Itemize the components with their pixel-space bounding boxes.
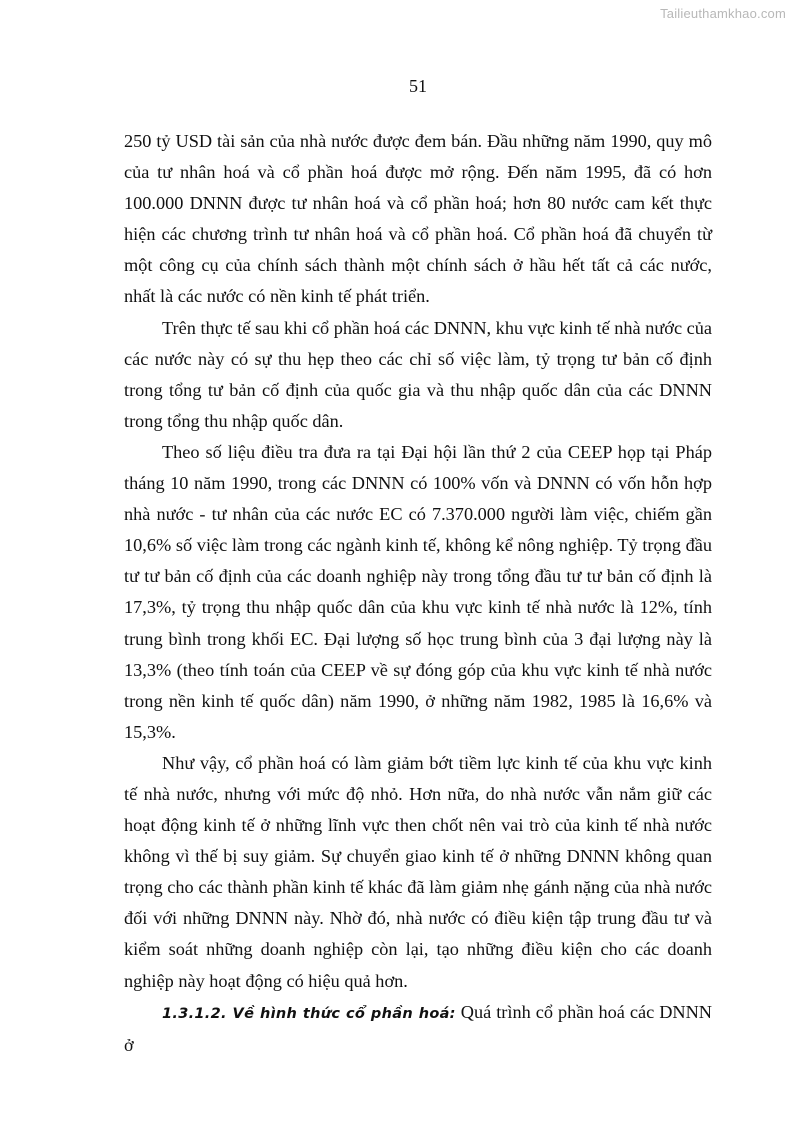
page-number: 51: [409, 76, 427, 96]
paragraph: Như vậy, cổ phần hoá có làm giảm bớt tiềm lực kinh tế của khu vực kinh tế nhà nước, nhưng với mức độ nhỏ. Hơn nữa, do nhà nước vẫn nắm giữ các hoạt động kinh tế ở những lĩnh vực then chốt nên vai trò của kinh tế nhà nước không vì thế bị suy giảm. Sự chuyển giao kinh tế ở những DNNN không quan trọng cho các thành phần kinh tế khác đã làm giảm nhẹ gánh nặng của nhà nước đối với những DNNN này. Nhờ đó, nhà nước có điều kiện tập trung đầu tư và kiểm soát những doanh nghiệp còn lại, tạo những điều kiện cho các doanh nghiệp này hoạt động có hiệu quả hơn.: [124, 752, 712, 991]
document-body: [124, 126, 712, 1061]
section-heading: 1.3.1.2. Về hình thức cổ phần hoá:: [162, 1005, 456, 1022]
section-paragraph: [124, 997, 712, 1061]
paragraph: Theo số liệu điều tra đưa ra tại Đại hội lần thứ 2 của CEEP họp tại Pháp tháng 10 năm 1990, trong các DNNN có 100% vốn và DNNN có vốn hỗn hợp nhà nước - tư nhân của các nước EC có 7.370.000 người làm việc, chiếm gần 10,6% số việc làm trong các ngành kinh tế, không kể nông nghiệp. Tỷ trọng đầu tư tư bản cố định của các doanh nghiệp này trong tổng đầu tư tư bản cố định là 17,3%, tỷ trọng thu nhập quốc dân của khu vực kinh tế nhà nước là 12%, tính trung bình trong khối EC. Đại lượng số học trung bình của 3 đại lượng này là 13,3% (theo tính toán của CEEP về sự đóng góp của khu vực kinh tế nhà nước trong nền kinh tế quốc dân) năm 1990, ở những năm 1982, 1985 là 16,6% và 15,3%.: [124, 441, 712, 742]
paragraph: Trên thực tế sau khi cổ phần hoá các DNNN, khu vực kinh tế nhà nước của các nước này có sự thu hẹp theo các chỉ số việc làm, tỷ trọng tư bản cố định trong tổng tư bản cố định của quốc gia và thu nhập quốc dân của các DNNN trong tổng thu nhập quốc dân.: [124, 317, 712, 431]
section-text: Quá trình cổ phần hoá các DNNN ở: [124, 1001, 712, 1055]
paragraph: 250 tỷ USD tài sản của nhà nước được đem bán. Đầu những năm 1990, quy mô của tư nhân hoá và cổ phần hoá được mở rộng. Đến năm 1995, đã có hơn 100.000 DNNN được tư nhân hoá và cổ phần hoá; hơn 80 nước cam kết thực hiện các chương trình tư nhân hoá và cổ phần hoá. Cổ phần hoá đã chuyển từ một công cụ của chính sách thành một chính sách ở hầu hết tất cả các nước, nhất là các nước có nền kinh tế phát triển.: [124, 131, 712, 307]
watermark: Tailieuthamkhao.com: [660, 6, 786, 21]
